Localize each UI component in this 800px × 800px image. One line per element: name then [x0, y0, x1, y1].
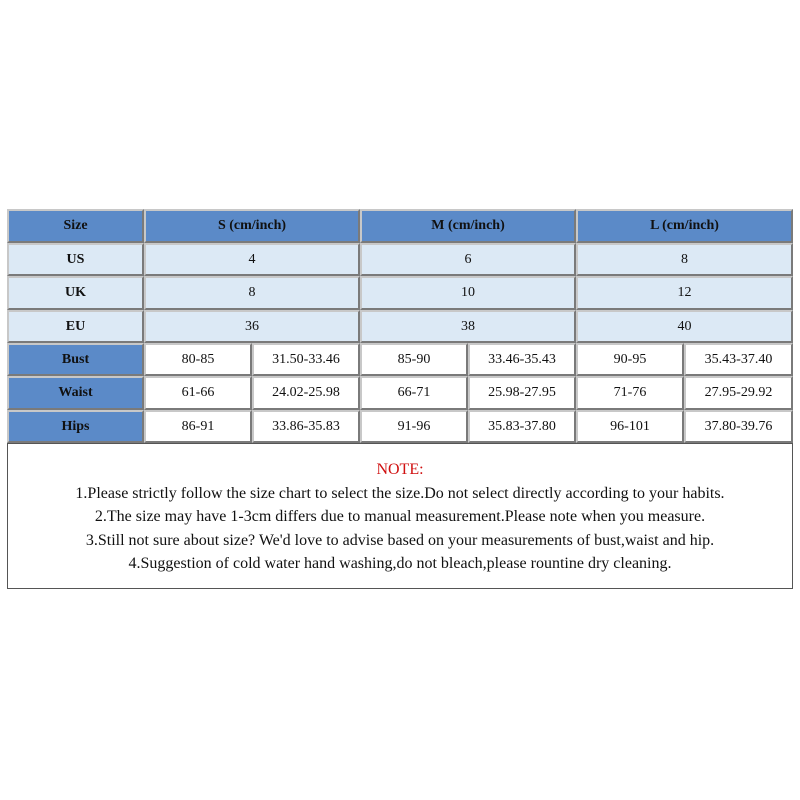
measure-cell: 66-71	[360, 376, 468, 410]
header-size-col: M (cm/inch)	[360, 209, 576, 243]
measure-cell: 71-76	[576, 376, 684, 410]
size-cell: 40	[576, 310, 793, 343]
notes-box	[7, 443, 793, 589]
size-cell: 10	[360, 276, 576, 310]
measure-cell: 33.86-35.83	[252, 410, 360, 443]
header-size-col: L (cm/inch)	[576, 209, 793, 243]
measure-cell: 61-66	[144, 376, 252, 410]
size-cell: 8	[576, 243, 793, 276]
measure-cell: 90-95	[576, 343, 684, 376]
size-cell: 4	[144, 243, 360, 276]
note-line-4: 4.Suggestion of cold water hand washing,do not bleach,please rountine dry cleaning.	[128, 555, 672, 572]
measure-row-label: Bust	[7, 343, 144, 376]
measure-row-label: Hips	[7, 410, 144, 443]
measure-cell: 80-85	[144, 343, 252, 376]
measure-cell: 35.43-37.40	[684, 343, 793, 376]
measure-cell: 25.98-27.95	[468, 376, 576, 410]
measure-cell: 31.50-33.46	[252, 343, 360, 376]
note-line-1: 1.Please strictly follow the size chart to select the size.Do not select directly according to your habits.	[75, 484, 725, 502]
measure-cell: 27.95-29.92	[684, 376, 793, 410]
measure-row-label: Waist	[7, 376, 144, 410]
size-row-label: EU	[7, 310, 144, 343]
size-cell: 38	[360, 310, 576, 343]
size-cell: 12	[576, 276, 793, 310]
measure-cell: 91-96	[360, 410, 468, 443]
size-cell: 6	[360, 243, 576, 276]
note-line-2: 2.The size may have 1-3cm differs due to manual measurement.Please note when you measure.	[94, 508, 706, 525]
measure-cell: 85-90	[360, 343, 468, 376]
size-row-label: US	[7, 243, 144, 276]
measure-cell: 96-101	[576, 410, 684, 443]
measure-cell: 37.80-39.76	[684, 410, 793, 443]
measure-cell: 33.46-35.43	[468, 343, 576, 376]
measure-cell: 35.83-37.80	[468, 410, 576, 443]
note-line-3: 3.Still not sure about size? We'd love to advise based on your measurements of bust,waist and hip.	[85, 531, 715, 549]
header-size-col: S (cm/inch)	[144, 209, 360, 243]
notes-title: NOTE:	[376, 461, 424, 478]
measure-cell: 24.02-25.98	[252, 376, 360, 410]
size-row-label: UK	[7, 276, 144, 310]
header-size: Size	[7, 209, 144, 243]
measure-cell: 86-91	[144, 410, 252, 443]
size-cell: 8	[144, 276, 360, 310]
size-cell: 36	[144, 310, 360, 343]
